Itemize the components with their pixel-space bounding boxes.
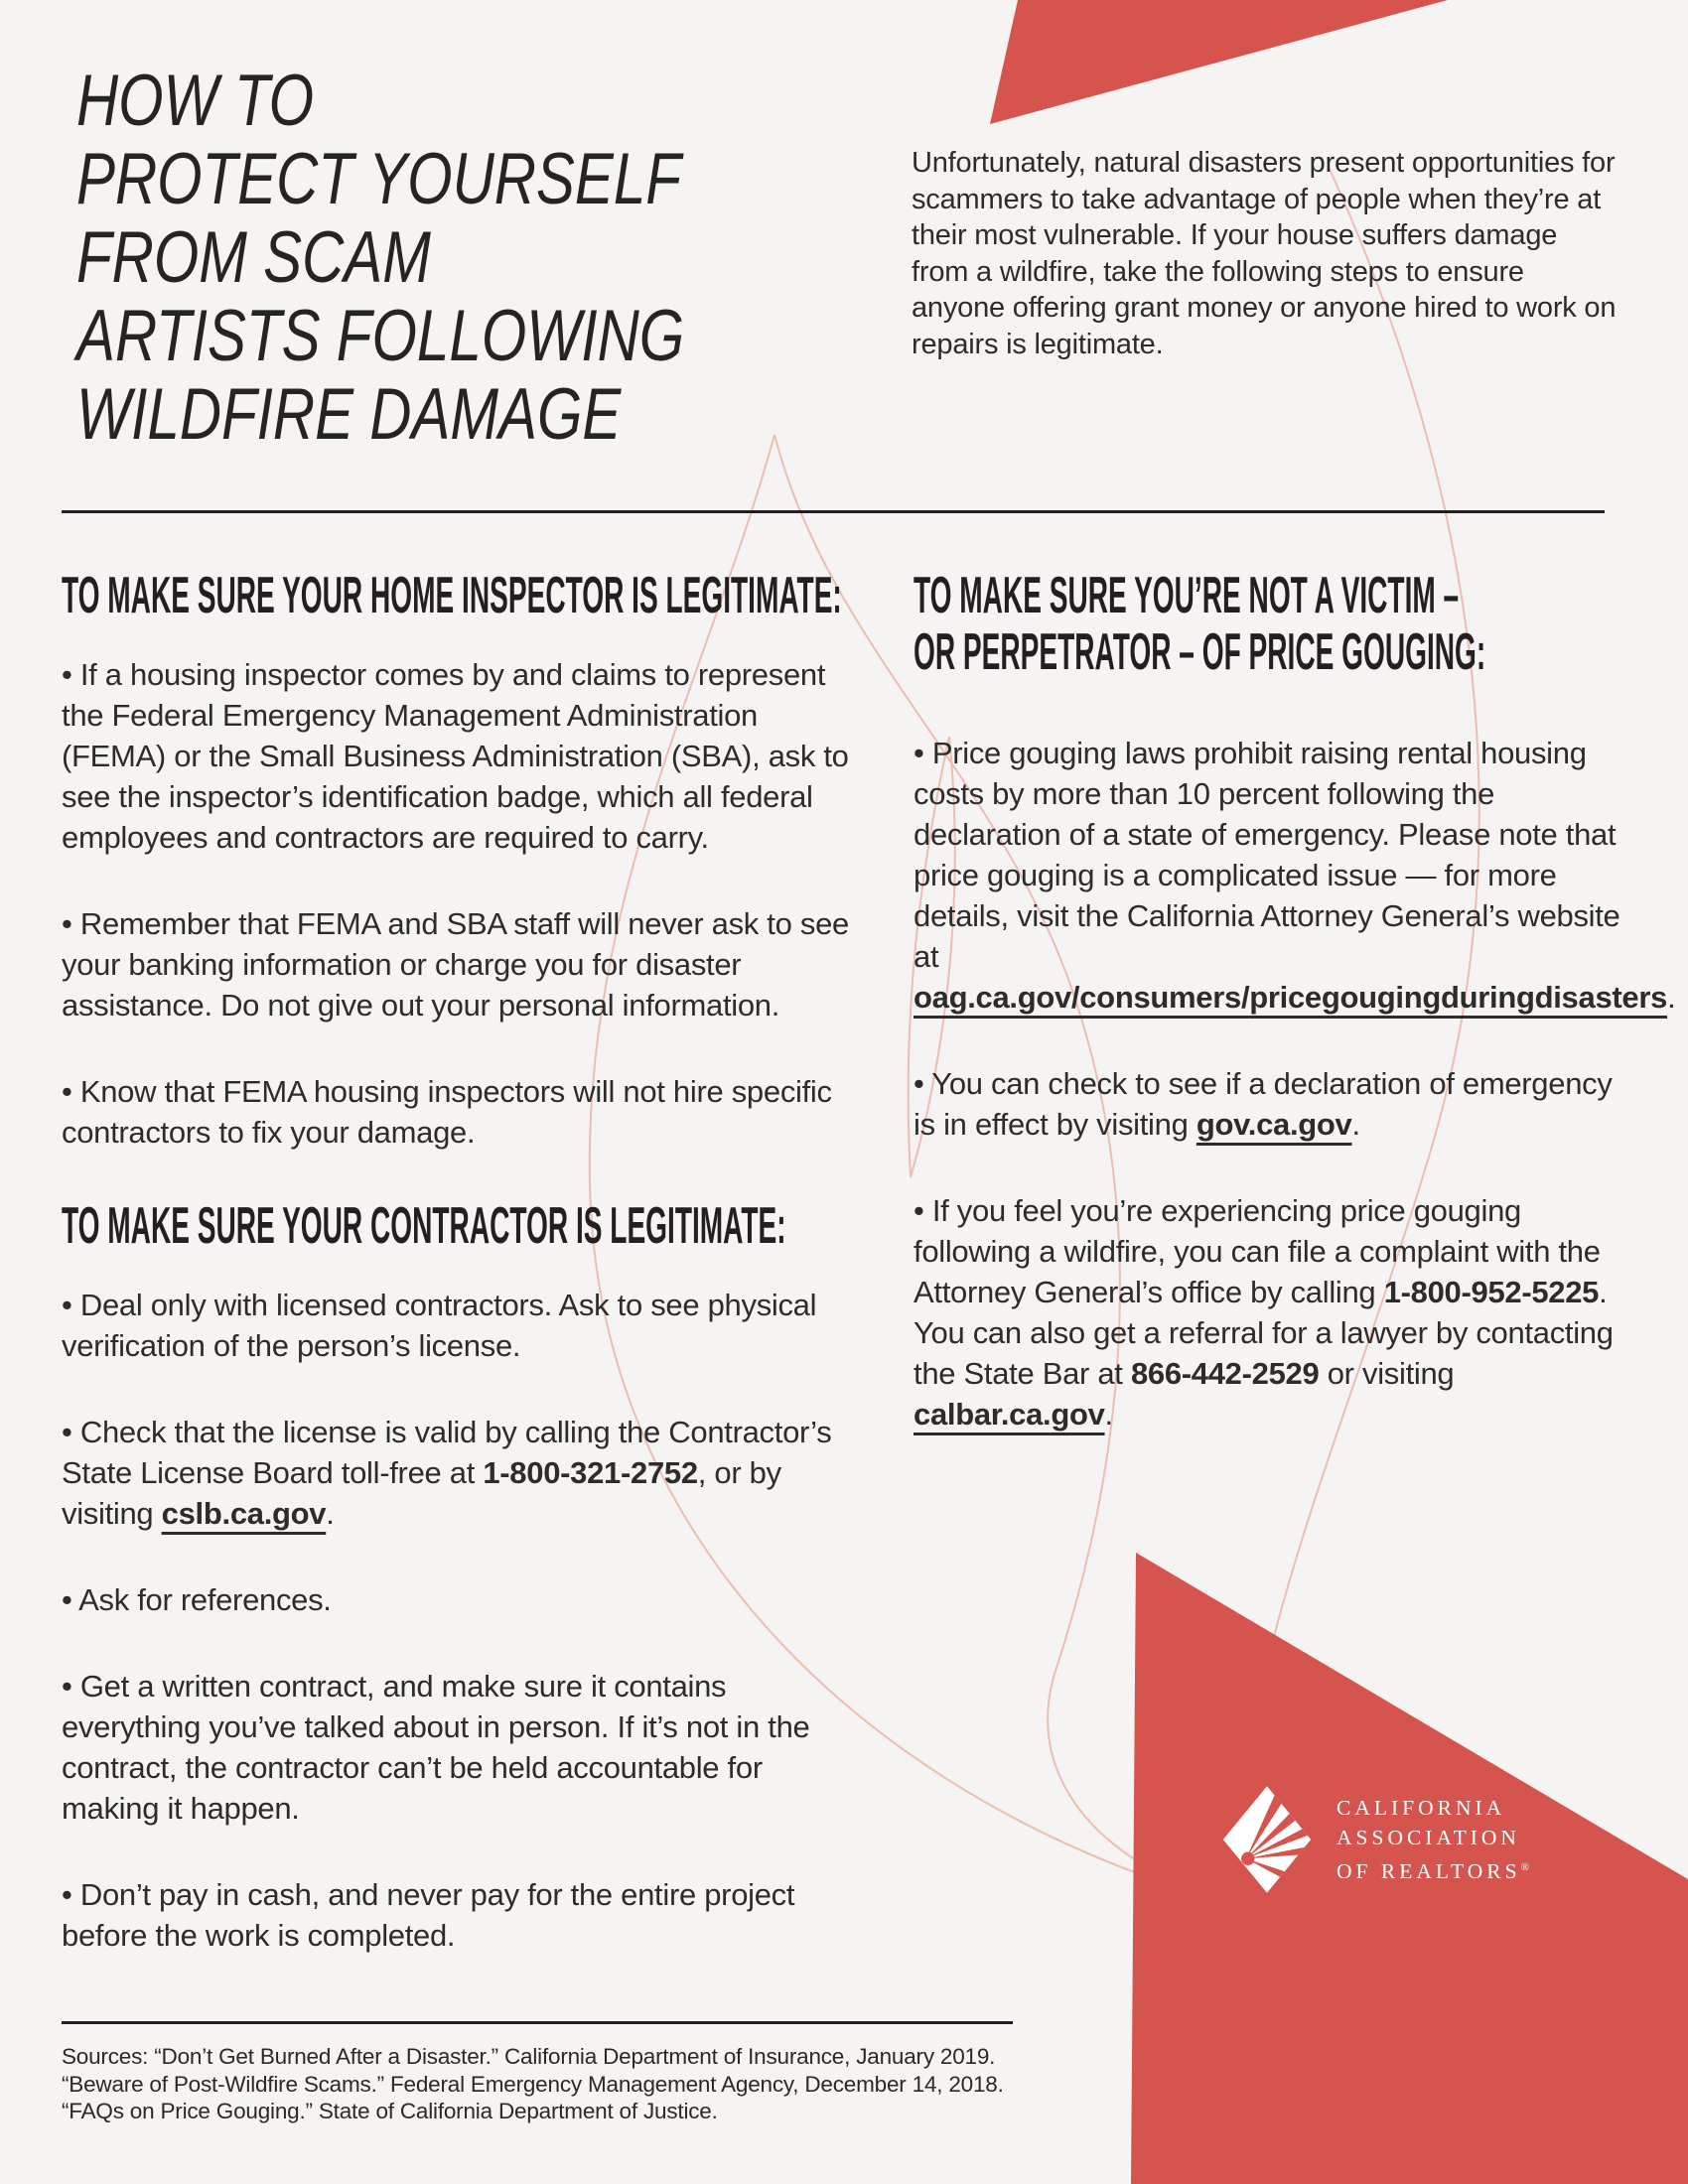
link-text[interactable]: oag.ca.gov/consumers/: [914, 980, 1250, 1015]
link-text[interactable]: gov.ca.gov: [1196, 1107, 1352, 1142]
link-text[interactable]: pricegougingduringdisasters: [1249, 980, 1668, 1015]
link-text[interactable]: calbar.ca.gov: [914, 1397, 1105, 1432]
page-title: [76, 62, 684, 454]
link-text[interactable]: cslb.ca.gov: [161, 1496, 327, 1531]
registered-mark: ®: [1520, 1860, 1529, 1873]
source-line: Sources: “Don’t Get Burned After a Disaster.” California Department of Insurance, January 2019.: [62, 2044, 996, 2069]
sources-divider: [62, 2021, 1013, 2024]
car-logo-diamond-icon: [1219, 1781, 1315, 1898]
header-divider: [62, 510, 1605, 513]
source-line: “FAQs on Price Gouging.” State of California Department of Justice.: [62, 2099, 718, 2123]
bullet-item: • Remember that FEMA and SBA staff will never ask to see your banking information or charge you for disaster assistance. Do not give out your personal information.: [62, 906, 849, 1023]
bullet-item: • Deal only with licensed contractors. Ask to see physical verification of the person’s license.: [62, 1288, 817, 1363]
logo-line: ASSOCIATION: [1336, 1825, 1520, 1849]
title-line: WILDFIRE DAMAGE: [76, 374, 622, 455]
right-column: [914, 567, 1676, 1480]
logo-line: OF REALTORS®: [1336, 1859, 1529, 1884]
left-column: [62, 568, 862, 2001]
bullet-item: • If you feel you’re experiencing price gouging following a wildfire, you can file a complaint with the Attorney General’s office by calling 1-800-952-5225. You can also get a referral for a lawyer by contacting the State Bar at 866-442-2529 or visiting calbar.ca.gov.: [914, 1193, 1614, 1432]
section-heading-contractor: TO MAKE SURE YOUR CONTRACTOR IS LEGITIMATE:: [62, 1197, 786, 1255]
section-heading-line: TO MAKE SURE YOU’RE NOT A VICTIM –: [914, 567, 1460, 624]
top-right-triangle: [990, 0, 1448, 124]
title-line: FROM SCAM: [76, 217, 431, 298]
source-line: “Beware of Post-Wildfire Scams.” Federal Emergency Management Agency, December 14, 2018.: [62, 2071, 1004, 2097]
bullet-item: • Price gouging laws prohibit raising rental housing costs by more than 10 percent following the declaration of a state of emergency. Please note that price gouging is a complicated issue — for more details, visit the California Attorney General’s website at oag.ca.gov/consumers/pricegougingduringdisasters.: [914, 736, 1676, 1015]
bullet-item: • Get a written contract, and make sure it contains everything you’ve talked about in person. If it’s not in the contract, the contractor can’t be held accountable for making it happen.: [62, 1669, 810, 1826]
title-line: HOW TO: [76, 61, 314, 141]
title-line: PROTECT YOURSELF: [76, 139, 681, 219]
bullet-item: • Know that FEMA housing inspectors will not hire specific contractors to fix your damage.: [62, 1074, 832, 1150]
section-heading-home-inspector: TO MAKE SURE YOUR HOME INSPECTOR IS LEGITIMATE:: [62, 567, 842, 624]
bullet-item: • You can check to see if a declaration of emergency is in effect by visiting gov.ca.gov.: [914, 1066, 1613, 1142]
logo-line: CALIFORNIA: [1336, 1795, 1506, 1820]
bullet-item: • Check that the license is valid by calling the Contractor’s State License Board toll-free at 1-800-321-2752, or by visiting cslb.ca.gov.: [62, 1415, 832, 1531]
car-logo-wordmark: [1336, 1793, 1529, 1886]
sources-block: [62, 2043, 1004, 2125]
title-line: ARTISTS FOLLOWING: [76, 296, 685, 376]
section-heading-line: OR PERPETRATOR – OF PRICE GOUGING:: [914, 623, 1486, 681]
car-logo: [1219, 1781, 1529, 1898]
bullet-item: • If a housing inspector comes by and claims to represent the Federal Emergency Management Administration (FEMA) or the Small Business Administration (SBA), ask to see the inspector’s identification badge, which all federal employees and contractors are required to carry.: [62, 657, 849, 855]
bullet-item: • Don’t pay in cash, and never pay for the entire project before the work is completed.: [62, 1877, 795, 1953]
bullet-item: • Ask for references.: [62, 1582, 332, 1617]
section-heading-price-gouging: [914, 568, 1638, 681]
intro-paragraph: Unfortunately, natural disasters present opportunities for scammers to take advantage of people when they’re at their most vulnerable. If your house suffers damage from a wildfire, take the following steps to ensure anyone offering grant money or anyone hired to work on repairs is legitimate.: [912, 147, 1617, 360]
